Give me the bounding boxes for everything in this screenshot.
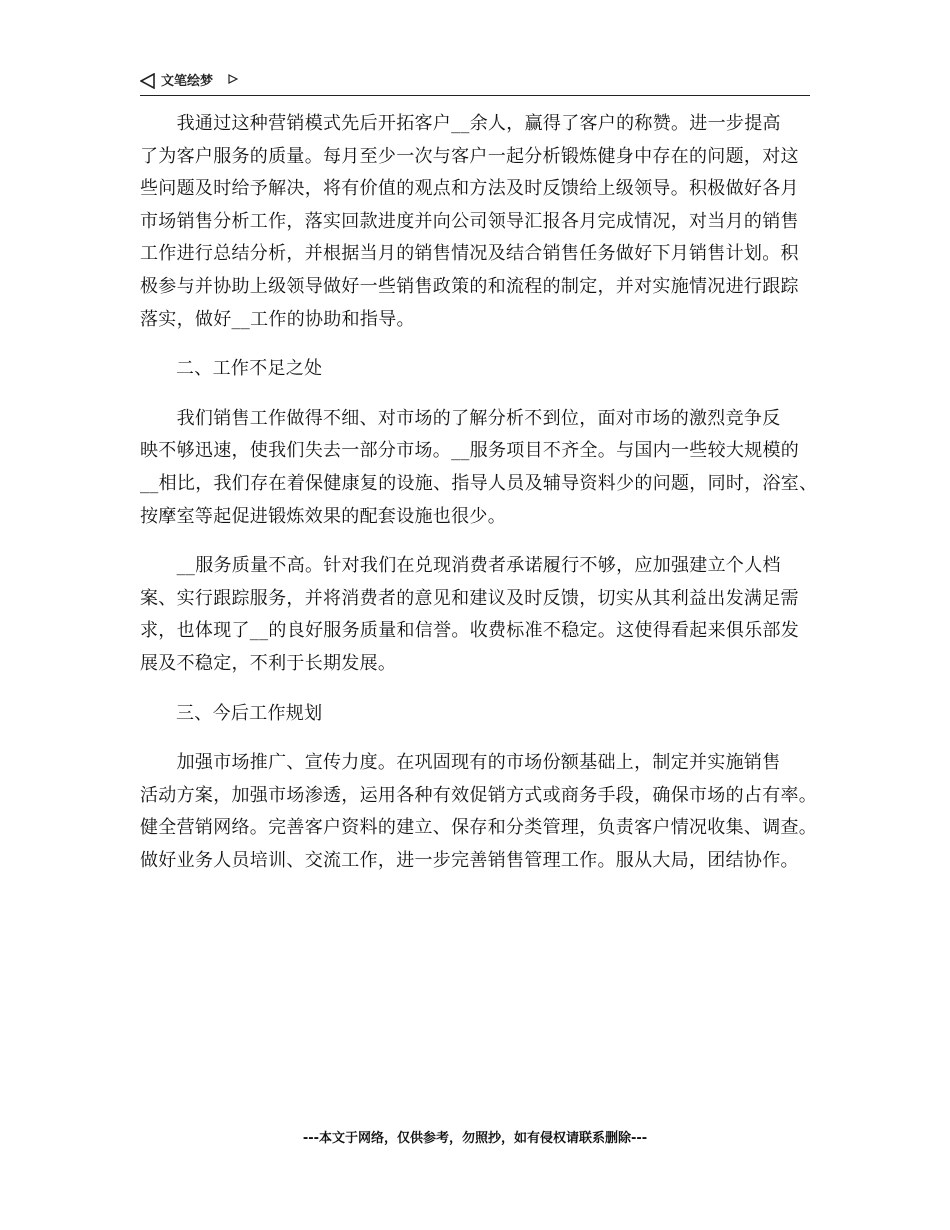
text-line: 极参与并协助上级领导做好一些销售政策的和流程的制定，并对实施情况进行跟踪	[140, 275, 799, 297]
text-line: 健全营销网络。完善客户资料的建立、保存和分类管理，负责客户情况收集、调查。	[140, 817, 818, 839]
text-line: 我通过这种营销模式先后开拓客户__余人，赢得了客户的称赞。进一步提高	[140, 113, 781, 134]
paragraph-plans	[140, 747, 820, 877]
text-line: 市场销售分析工作，落实回款进度并向公司领导汇报各月完成情况，对当月的销售	[140, 210, 799, 232]
text-line: 按摩室等起促进锻炼效果的配套设施也很少。	[140, 505, 506, 527]
text-line: 活动方案，加强市场渗透，运用各种有效促销方式或商务手段，确保市场的占有率。	[140, 784, 818, 806]
header-title: 文笔绘梦	[161, 74, 214, 89]
text-line: 加强市场推广、宣传力度。在巩固现有的市场份额基础上，制定并实施销售	[140, 752, 781, 774]
text-line: 案、实行跟踪服务，并将消费者的意见和建议及时反馈，切实从其利益出发满足需	[140, 587, 799, 609]
text-line: 些问题及时给予解决，将有价值的观点和方法及时反馈给上级领导。积极做好各月	[140, 178, 799, 200]
text-line: __相比，我们存在着保健康复的设施、指导人员及辅导资料少的问题，同时，浴室、	[140, 472, 818, 494]
page-header	[140, 72, 810, 96]
paragraph-shortcomings-2	[140, 550, 820, 680]
text-line: 求，也体现了__的良好服务质量和信誉。收费标准不稳定。这使得看起来俱乐部发	[140, 620, 800, 642]
paragraph-achievements	[140, 108, 820, 336]
left-triangle-icon	[140, 73, 156, 89]
document-body	[140, 108, 820, 894]
right-triangle-icon	[228, 74, 238, 84]
section-heading-shortcomings: 二、工作不足之处	[176, 358, 323, 380]
section-heading-plans: 三、今后工作规划	[176, 702, 323, 724]
text-line: 了为客户服务的质量。每月至少一次与客户一起分析锻炼健身中存在的问题，对这	[140, 145, 799, 167]
text-line: 做好业务人员培训、交流工作，进一步完善销售管理工作。服从大局，团结协作。	[140, 849, 799, 871]
page-footer-disclaimer: ---本文于网络，仅供参考，勿照抄，如有侵权请联系删除---	[302, 1131, 648, 1146]
text-line: 工作进行总结分析，并根据当月的销售情况及结合销售任务做好下月销售计划。积	[140, 243, 799, 265]
text-line: 展及不稳定，不利于长期发展。	[140, 652, 397, 674]
text-line: 落实，做好__工作的协助和指导。	[140, 308, 415, 330]
text-line: __服务质量不高。针对我们在兑现消费者承诺履行不够，应加强建立个人档	[140, 555, 781, 577]
paragraph-shortcomings-1	[140, 403, 820, 533]
text-line: 我们销售工作做得不细、对市场的了解分析不到位，面对市场的激烈竞争反	[140, 407, 781, 429]
text-line: 映不够迅速，使我们失去一部分市场。__服务项目不齐全。与国内一些较大规模的	[140, 440, 800, 462]
